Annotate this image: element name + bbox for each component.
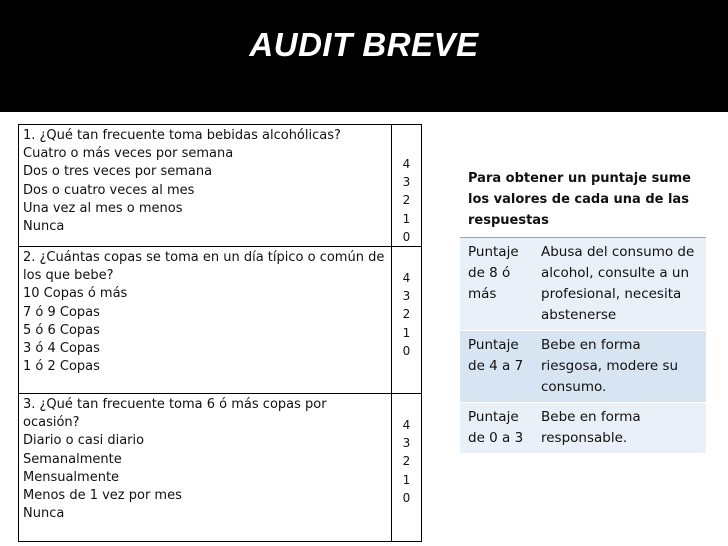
score-value: 4 [402, 157, 411, 171]
score-cell [392, 125, 421, 246]
option-label: Semanalmente [23, 451, 122, 467]
score-value: 3 [402, 436, 411, 451]
score-value: 0 [402, 490, 411, 505]
option-label: Nunca [23, 506, 65, 522]
option-label: 3 ó 4 Copas [23, 341, 100, 357]
score-value: 1 [402, 211, 411, 226]
question-label: 3. ¿Qué tan frecuente toma 6 ó más copas por ocasión? [23, 397, 327, 431]
score-value: 3 [402, 289, 411, 304]
result-row [460, 238, 706, 331]
score-value: 0 [402, 343, 411, 358]
question-row-3 [19, 394, 421, 541]
result-label: Puntaje de 0 a 3 [468, 409, 524, 446]
option-label: Mensualmente [23, 469, 120, 485]
option-label: Dos o tres veces por semana [23, 164, 213, 180]
option-label: Nunca [23, 219, 65, 235]
question-text-cell [19, 247, 392, 393]
page-title: AUDIT BREVE [249, 26, 479, 63]
result-label: Puntaje de 4 a 7 [468, 337, 524, 374]
score-cell [392, 247, 421, 393]
option-label: 1 ó 2 Copas [23, 359, 100, 375]
question-text-cell [19, 125, 392, 246]
score-value: 2 [402, 454, 411, 469]
result-description: Bebe en forma responsable. [541, 409, 641, 446]
question-text-cell [19, 394, 392, 541]
option-label: Diario o casi diario [23, 433, 145, 449]
score-value: 0 [402, 229, 411, 244]
results-header: Para obtener un puntaje sume los valores de cada una de las respuestas [460, 162, 706, 238]
score-value: 1 [402, 325, 411, 340]
question-row-1 [19, 125, 421, 247]
option-label: Una vez al mes o menos [23, 200, 183, 216]
score-value: 2 [402, 193, 411, 208]
score-value: 4 [402, 271, 411, 285]
option-label: Dos o cuatro veces al mes [23, 182, 195, 198]
option-label: Cuatro o más veces por semana [23, 146, 234, 162]
option-label: 7 ó 9 Copas [23, 304, 100, 320]
result-label: Puntaje de 8 ó más [468, 244, 519, 302]
results-table [460, 162, 706, 454]
score-cell [392, 394, 421, 541]
score-value: 1 [402, 472, 411, 487]
option-label: 10 Copas ó más [23, 286, 128, 302]
result-description: Abusa del consumo de alcohol, consulte a un profesional, necesita abstenerse [541, 244, 695, 323]
option-label: 5 ó 6 Copas [23, 322, 100, 338]
question-label: 2. ¿Cuántas copas se toma en un día típico o común de los que bebe? [23, 250, 385, 284]
option-label: Menos de 1 vez por mes [23, 488, 182, 504]
result-row [460, 403, 706, 454]
score-value: 2 [402, 307, 411, 322]
title-band [0, 0, 728, 112]
score-value: 4 [402, 418, 411, 432]
question-row-2 [19, 247, 421, 394]
result-row [460, 331, 706, 403]
result-description: Bebe en forma riesgosa, modere su consumo. [541, 337, 679, 395]
content-area [0, 112, 728, 546]
questions-table [18, 124, 422, 542]
score-value: 3 [402, 175, 411, 190]
question-label: 1. ¿Qué tan frecuente toma bebidas alcohólicas? [23, 128, 341, 143]
